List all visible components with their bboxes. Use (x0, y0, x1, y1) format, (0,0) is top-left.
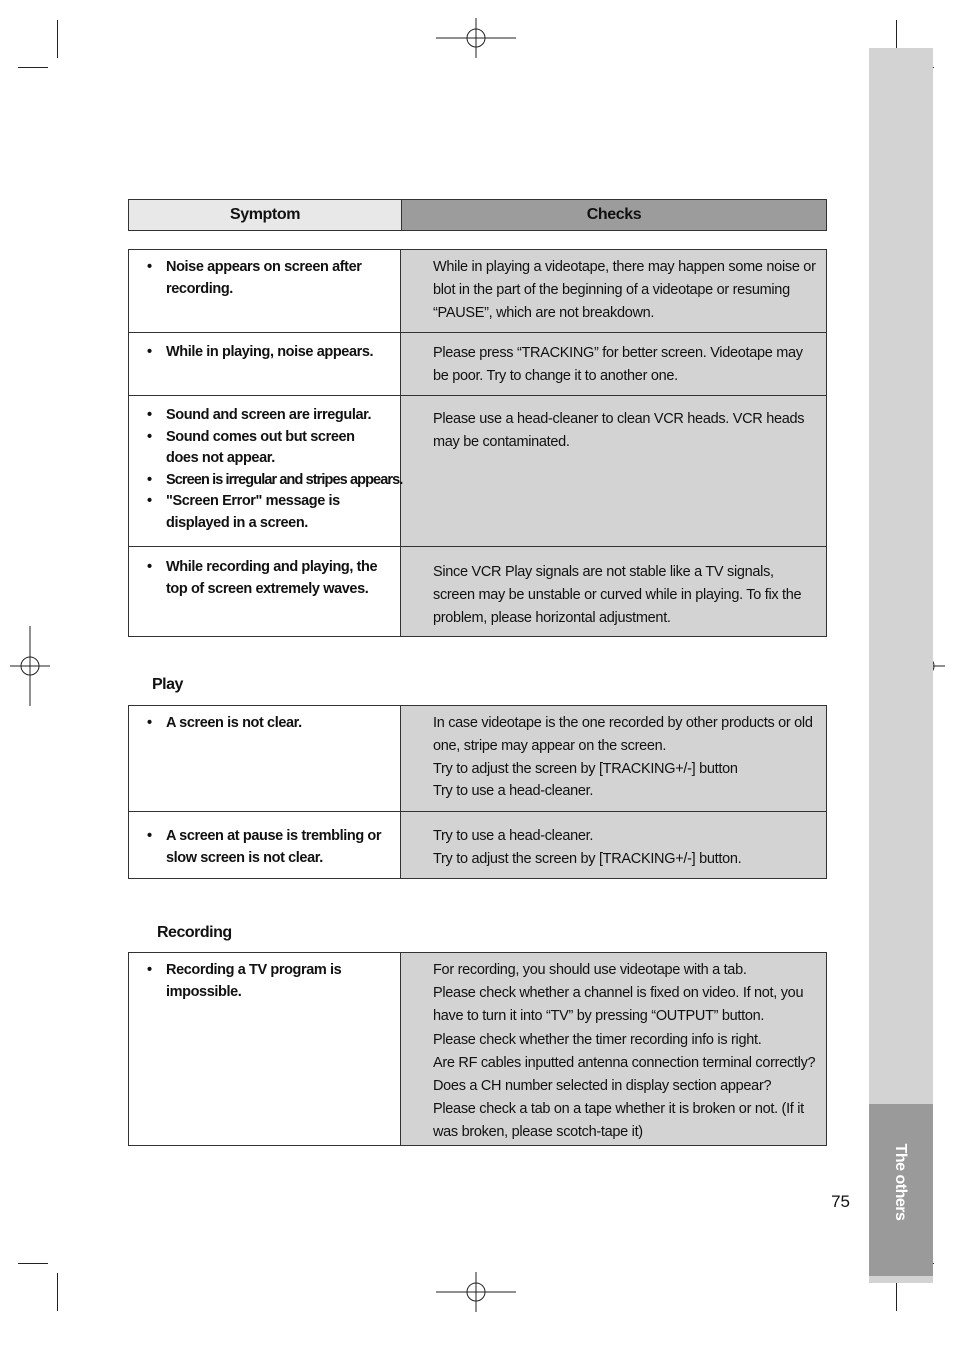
symptom-cell (129, 333, 401, 395)
table-row (129, 811, 826, 878)
checks-cell (401, 953, 826, 1145)
recording-table (128, 952, 827, 1146)
play-table (128, 705, 827, 879)
table-row (129, 395, 826, 546)
table-row (129, 250, 826, 332)
table-row (129, 953, 826, 1145)
check-text: Are RF cables inputted antenna connection terminal correctly? (433, 1054, 816, 1071)
symptom-item: • Sound and screen are irregular. (147, 405, 390, 427)
check-text: Please check whether the timer recording info is right. (433, 1031, 762, 1048)
crop-mark (57, 20, 58, 58)
checks-cell (401, 812, 826, 878)
symptom-cell (129, 250, 401, 332)
check-text: Try to use a head-cleaner. (433, 828, 594, 844)
table-row (129, 332, 826, 395)
checks-cell (401, 333, 826, 395)
registration-mark-left (10, 626, 50, 706)
check-text: Please press “TRACKING” for better screen. Videotape may be poor. Try to change it to another one. (433, 345, 803, 384)
check-text: Please use a head-cleaner to clean VCR heads. VCR heads may be contaminated. (433, 411, 805, 450)
crop-mark (57, 1273, 58, 1311)
check-text: Please check a tab on a tape whether it is broken or not. (If it was broken, please scotch-tape it) (433, 1101, 804, 1141)
symptom-cell (129, 706, 401, 811)
symptom-item: • Noise appears on screen after recording. (147, 256, 390, 300)
symptom-item: • A screen is not clear. (147, 712, 390, 734)
check-text: Try to adjust the screen by [TRACKING+/-] button. (433, 850, 742, 867)
check-text: Since VCR Play signals are not stable like a TV signals, screen may be unstable or curved while in playing. To fix the problem, please horizontal adjustment. (433, 564, 802, 626)
checks-cell (401, 706, 826, 811)
troubleshooting-table (128, 249, 827, 637)
table-row (129, 546, 826, 636)
check-text: While in playing a videotape, there may happen some noise or blot in the part of the beginning of a videotape or resuming “PAUSE”, which are not breakdown. (433, 259, 816, 321)
registration-mark-top (436, 18, 516, 58)
symptom-item: • Recording a TV program is impossible. (147, 959, 390, 1003)
symptom-cell (129, 547, 401, 636)
symptom-item: • Screen is irregular and stripes appears. (147, 470, 390, 492)
checks-header: Checks (402, 200, 826, 230)
checks-cell (401, 250, 826, 332)
symptom-header: Symptom (129, 200, 402, 230)
check-text: In case videotape is the one recorded by other products or old one, stripe may appear on the screen. (433, 715, 813, 754)
symptom-item: • "Screen Error" message is displayed in a screen. (147, 491, 390, 534)
sidebar-tab-label: The others (892, 1143, 909, 1221)
check-text: Try to use a head-cleaner. (433, 783, 594, 800)
symptom-cell (129, 812, 401, 878)
section-title-play: Play (152, 676, 183, 693)
symptom-cell (129, 396, 401, 546)
check-text: Try to adjust the screen by [TRACKING+/-] button (433, 760, 738, 777)
symptom-item: • While in playing, noise appears. (147, 341, 390, 363)
checks-cell (401, 547, 826, 636)
check-text: Please check whether a channel is fixed on video. If not, you have to turn it into “TV” by pressing “OUTPUT” button. (433, 985, 804, 1025)
registration-mark-bottom (436, 1272, 516, 1312)
check-text: For recording, you should use videotape with a tab. (433, 962, 747, 978)
table-row (129, 706, 826, 811)
page-number: 75 (831, 1192, 850, 1211)
symptom-item: • While recording and playing, the top of screen extremely waves. (147, 556, 390, 600)
crop-mark (18, 1263, 48, 1264)
section-title-recording: Recording (157, 924, 232, 941)
check-text: Does a CH number selected in display section appear? (433, 1078, 772, 1095)
symptom-cell (129, 953, 401, 1145)
checks-cell (401, 396, 826, 546)
table-header (128, 199, 827, 231)
crop-mark (18, 67, 48, 68)
sidebar-strip (869, 48, 933, 1283)
symptom-item: • Sound comes out but screen does not appear. (147, 427, 390, 470)
symptom-item: • A screen at pause is trembling or slow screen is not clear. (147, 825, 390, 869)
